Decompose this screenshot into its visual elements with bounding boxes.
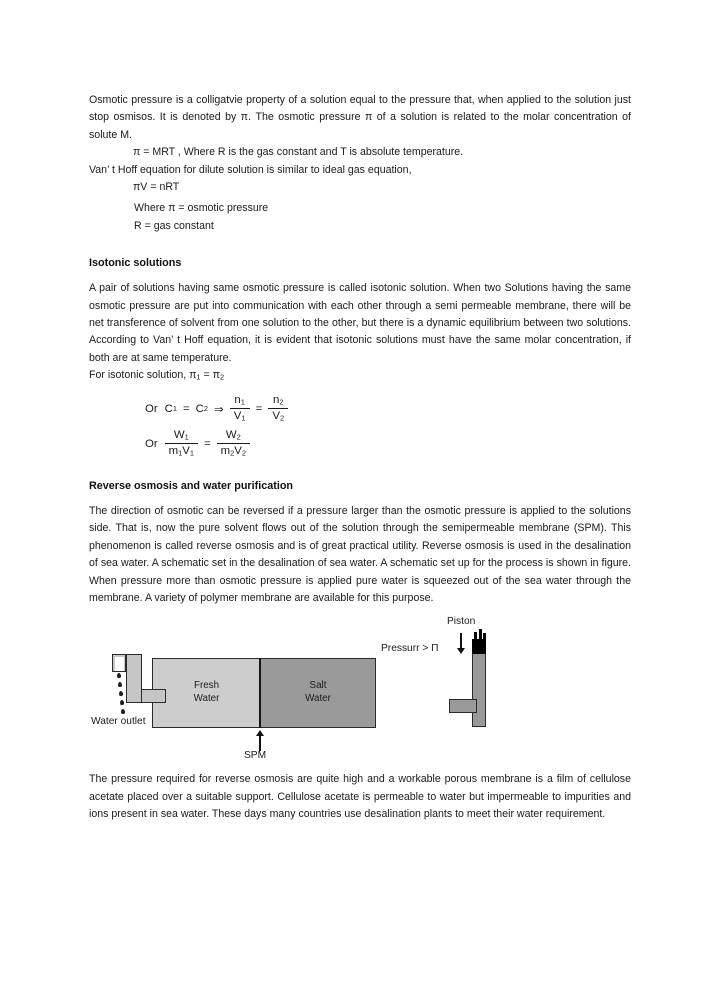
where-r-line (134, 218, 631, 235)
equation-1-frac1-numerator: $n_1$ (234, 394, 245, 407)
equation-1-frac2-denominator: $V_2$ (272, 410, 285, 423)
water-droplet (121, 709, 126, 715)
piston-connector-pipe (449, 699, 477, 713)
equation-2-frac2-numerator: $W_2$ (225, 429, 241, 442)
equation-1-implies: ⇒ (214, 403, 224, 416)
piston-label: Piston (447, 616, 476, 628)
equation-2-frac1-numerator: $W_1$ (173, 429, 189, 442)
water-droplet (119, 691, 124, 697)
piston-arrow-head (457, 648, 465, 654)
equation-1-label: Or (145, 402, 158, 415)
equation-1-c1: C (164, 402, 173, 415)
vant-hoff-text: Van’ t Hoff equation for dilute solution is similar to ideal gas equation, (89, 163, 412, 176)
equation-mrt-line (133, 144, 631, 161)
where-pi-line (134, 200, 631, 217)
spm-label: SPM (244, 750, 267, 762)
reverse-osmosis-paragraph: The direction of osmotic can be reversed if a pressure larger than the osmotic pressure is applied to the solutions side. That is, now the pure solvent flows out of the solution through the semipermeable membrane (SPM). This phenomenon is called reverse osmosis and is of great practical utility. Reverse osmosis is used in the desalination of sea water. A schematic set in the desalination of sea water. A schematic set up for the process is shown in figure. When pressure more than osmotic pressure is applied pure water is squeezed out of the sea water through the membrane. A variety of polymer membrane are available for this purpose. (89, 504, 631, 604)
equation-1-equals: = (183, 402, 190, 415)
equation-2-equals: = (204, 437, 211, 450)
pressure-label: Pressurr > Π (381, 643, 439, 655)
equation-weight-ratio (145, 429, 631, 458)
equation-2-label: Or (145, 437, 158, 450)
equation-pv-nrt-text: πV = nRT (133, 181, 180, 194)
heading-reverse-osmosis: Reverse osmosis and water purification (89, 479, 294, 492)
piston-rod-right (483, 633, 486, 642)
for-isotonic-solution-line (89, 367, 631, 386)
water-droplet (120, 700, 125, 706)
equation-1-equals-2: = (255, 402, 263, 415)
equation-1-fraction-right (268, 394, 288, 423)
fresh-water-label: Fresh Water (193, 680, 220, 705)
equation-pv-nrt-line (133, 179, 631, 196)
for-isotonic-pi1-sub: 1 (196, 372, 201, 382)
equation-2-fraction-right (217, 429, 250, 458)
equation-2-frac2-denominator: $m_2V_2$ (220, 445, 247, 458)
document-page (89, 92, 631, 824)
equation-mrt-text: π = MRT , Where R is the gas constant and T is absolute temperature. (133, 146, 464, 159)
heading-isotonic-solutions: Isotonic solutions (89, 257, 182, 270)
for-isotonic-pi2: π (212, 369, 220, 382)
intro-paragraph: Osmotic pressure is a colligatvie property of a solution equal to the pressure that, when applied to the solution just stop osmisos. It is denoted by π. The osmotic pressure π of a solution is related to the molar concentration of solute M. (89, 94, 631, 141)
water-droplet (118, 682, 123, 688)
closing-paragraph: The pressure required for reverse osmosis are quite high and a workable porous membrane is a film of cellulose acetate placed over a suitable support. Cellulose acetate is permeable to water but impermeable to impurities and ions present in sea water. These days many countries use desalination plants to meet their water requirement. (89, 773, 631, 821)
water-outlet-label: Water outlet (91, 716, 146, 728)
equation-1-c2-sub: 2 (203, 404, 209, 414)
salt-water-label: Salt Water (305, 680, 331, 705)
for-isotonic-equals: = (200, 369, 213, 382)
equation-1-c2: C (195, 402, 204, 415)
water-droplet (117, 673, 122, 679)
reverse-osmosis-diagram (89, 611, 631, 763)
equation-1-frac2-numerator: $n_2$ (273, 394, 284, 407)
equation-concentration-ratio (145, 394, 631, 423)
water-outlet-bend-pipe (126, 654, 142, 703)
piston-rod-center (479, 629, 482, 642)
water-outlet-spout-opening (115, 657, 124, 671)
equation-2-fraction-left (165, 429, 198, 458)
isotonic-paragraph: A pair of solutions having same osmotic pressure is called isotonic solution. When two Solutions having the same osmotic pressure are put into communication with each other through a semi permeable membrane, there will be net transference of solvent from one solution to the other, but there is a dynamic equilibrium between two solutions. According to Van’ t Hoff equation, it is evident that isotonic solutions must have the same molar concentration, if both are at same temperature. (89, 282, 631, 364)
equation-1-fraction-left (230, 394, 250, 423)
piston-rod-left (474, 632, 477, 642)
where-r-text: R = gas constant (134, 219, 214, 232)
vant-hoff-line (89, 162, 631, 179)
for-isotonic-pi1: π (189, 369, 197, 382)
equation-2-frac1-denominator: $m_1V_1$ (168, 445, 195, 458)
for-isotonic-prefix: For isotonic solution, (89, 369, 190, 382)
equation-1-frac1-denominator: $V_1$ (233, 410, 246, 423)
for-isotonic-pi2-sub: 2 (219, 372, 225, 382)
where-pi-text: Where π = osmotic pressure (134, 202, 269, 215)
equation-1-c1-sub: 1 (172, 404, 178, 414)
